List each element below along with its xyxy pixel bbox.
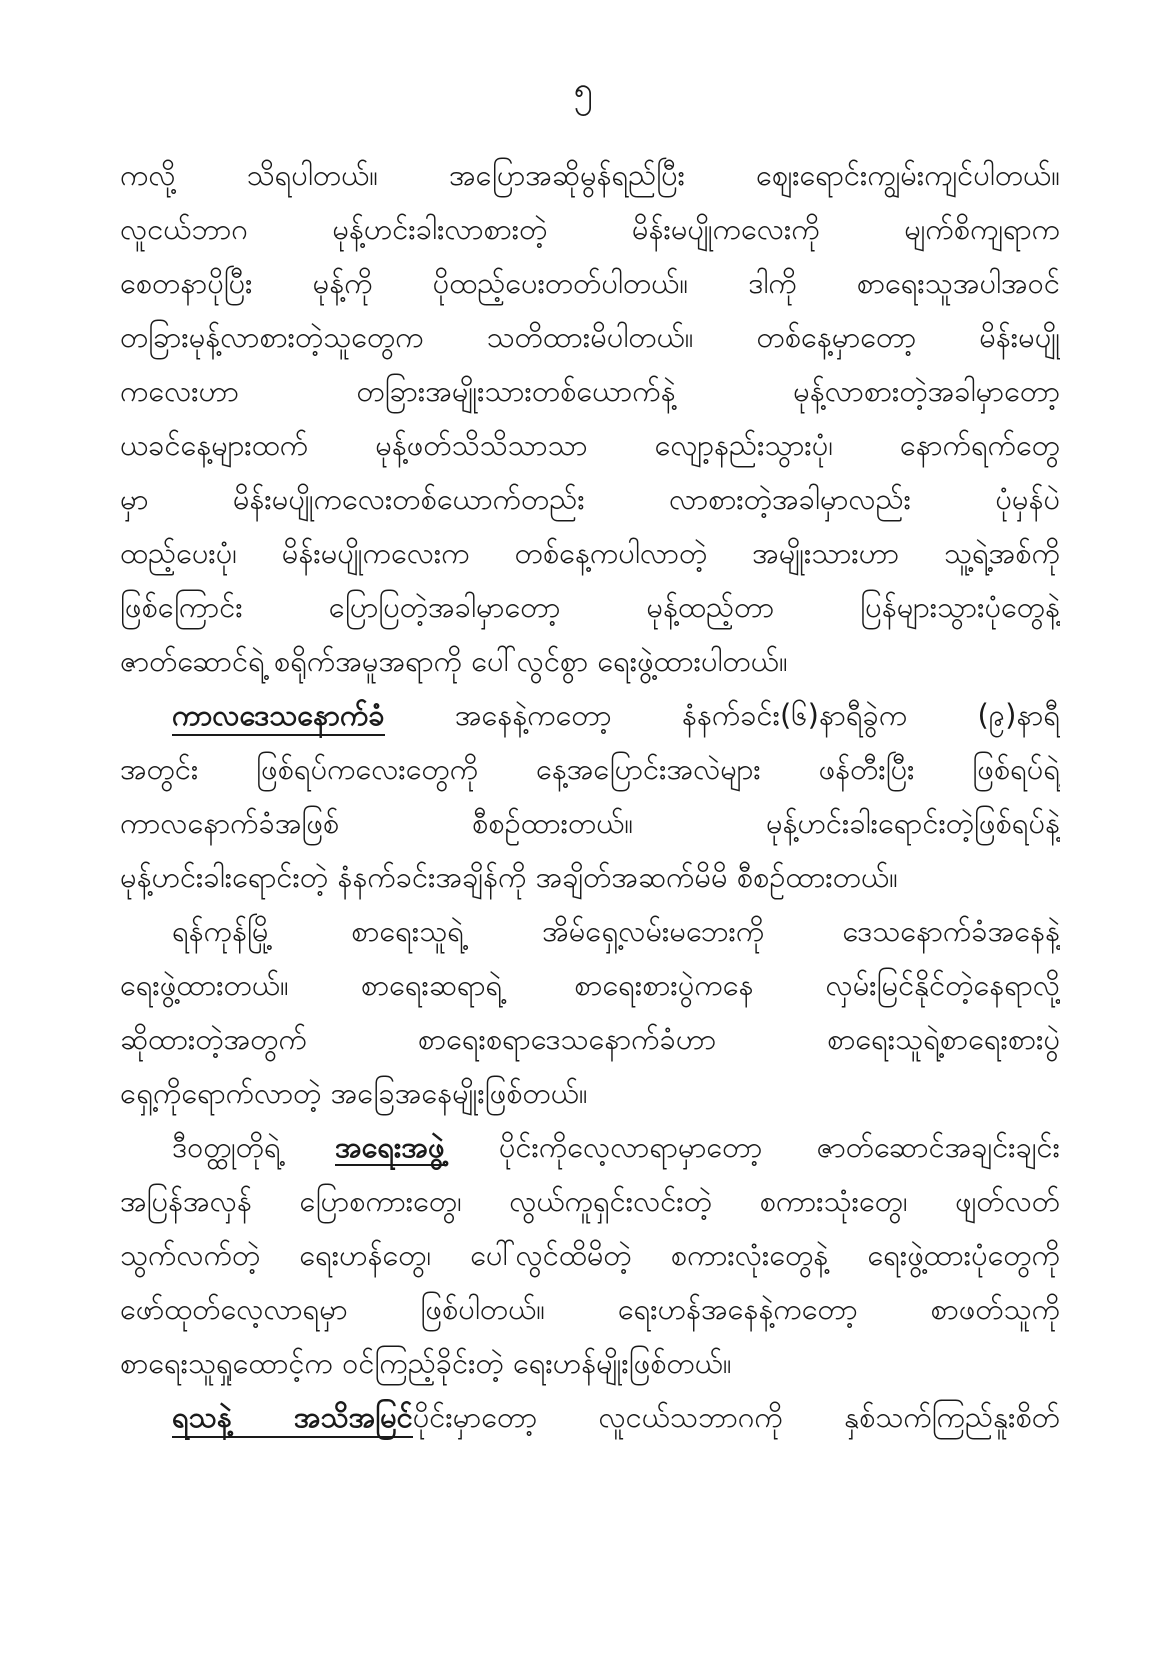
text-line-with-heading [120,688,1060,742]
text-line-with-heading [120,1120,1060,1174]
text-line-rest: ပိုင်းကိုလေ့လာရာမှာတော့ ဇာတ်ဆောင်အချင်းချင်း [444,1130,1060,1164]
text-line: မုန့်ဟင်းခါးရောင်းတဲ့ နံနက်ခင်းအချိန်ကို အချိတ်အဆက်မိမိ စီစဉ်ထားတယ်။ [120,860,898,894]
text-line: ရန်ကုန်မြို့ စာရေးသူရဲ့ အိမ်ရှေ့လမ်းမဘေးကို ဒေသနောက်ခံအနေနဲ့ [172,914,1060,948]
text-line: ကာလနောက်ခံအဖြစ် စီစဉ်ထားတယ်။ မုန့်ဟင်းခါးရောင်းတဲ့ဖြစ်ရပ်နဲ့ [120,806,1060,840]
body-text [120,148,1060,1444]
section-heading: ကာလဒေသနောက်ခံ [172,698,385,736]
text-line: ရေးဖွဲ့ထားတယ်။ စာရေးဆရာရဲ့ စာရေးစားပွဲကနေ လှမ်းမြင်နိုင်တဲ့နေရာလို့ [120,968,1060,1002]
section-heading: အရေးအဖွဲ့ [335,1130,445,1164]
text-line: ထည့်ပေးပုံ၊ မိန်းမပျိုကလေးက တစ်နေ့ကပါလာတဲ့ အမျိုးသားဟာ သူ့ရဲ့အစ်ကို [120,536,1060,570]
text-line-with-heading [120,1390,1060,1444]
text-line: သွက်လက်တဲ့ ရေးဟန်တွေ၊ ပေါ်လွင်ထိမိတဲ့ စကားလုံးတွေနဲ့ ရေးဖွဲ့ထားပုံတွေကို [120,1238,1060,1272]
text-line: မှာ မိန်းမပျိုကလေးတစ်ယောက်တည်း လာစားတဲ့အခါမှာလည်း ပုံမှန်ပဲ [120,482,1060,516]
text-line: ယခင်နေ့များထက် မုန့်ဖတ်သိသိသာသာ လျော့နည်းသွားပုံ၊ နောက်ရက်တွေ [120,428,1060,462]
text-line: ဇာတ်ဆောင်ရဲ့ စရိုက်အမူအရာကို ပေါ်လွင်စွာ ရေးဖွဲ့ထားပါတယ်။ [120,644,788,678]
text-line: စေတနာပိုပြီး မုန့်ကို ပိုထည့်ပေးတတ်ပါတယ်။ ဒါကို စာရေးသူအပါအဝင် [120,266,1060,300]
text-line-lead: ဒီဝတ္ထုတိုရဲ့ [172,1130,336,1164]
text-line: စာရေးသူရှုထောင့်က ဝင်ကြည့်ခိုင်းတဲ့ ရေးဟန်မျိုးဖြစ်တယ်။ [120,1346,732,1380]
text-line: လူငယ်ဘာဂ မုန့်ဟင်းခါးလာစားတဲ့ မိန်းမပျိုကလေးကို မျက်စိကျရာက [120,212,1060,246]
text-line: ဖော်ထုတ်လေ့လာရမှာ ဖြစ်ပါတယ်။ ရေးဟန်အနေနဲ့ကတော့ စာဖတ်သူကို [120,1292,1060,1326]
section-heading: ရသနဲ့ အသိအမြင် [172,1400,413,1438]
text-line: ကလို့ သိရပါတယ်။ အပြောအဆိုမွန်ရည်ပြီး ဈေးရောင်းကျွမ်းကျင်ပါတယ်။ [120,158,1060,192]
text-line-rest: အနေနဲ့ကတော့ နံနက်ခင်း(၆)နာရီခွဲက (၉)နာရီ [384,698,1060,732]
text-line: ဆိုထားတဲ့အတွက် စာရေးစရာဒေသနောက်ခံဟာ စာရေးသူရဲ့စာရေးစားပွဲ [120,1022,1060,1056]
text-line: တခြားမုန့်လာစားတဲ့သူတွေက သတိထားမိပါတယ်။ တစ်နေ့မှာတော့ မိန်းမပျို [120,320,1060,354]
text-line: ကလေးဟာ တခြားအမျိုးသားတစ်ယောက်နဲ့ မုန့်လာစားတဲ့အခါမှာတော့ [120,374,1060,408]
text-line: ရှေ့ကိုရောက်လာတဲ့ အခြေအနေမျိုးဖြစ်တယ်။ [120,1076,588,1110]
text-line-rest: ပိုင်းမှာတော့ လူငယ်သဘာဂကို နှစ်သက်ကြည်နူးစိတ် [412,1400,1060,1434]
text-line: အတွင်း ဖြစ်ရပ်ကလေးတွေကို နေ့အပြောင်းအလဲများ ဖန်တီးပြီး ဖြစ်ရပ်ရဲ့ [120,752,1060,786]
text-line: ဖြစ်ကြောင်း ပြောပြတဲ့အခါမှာတော့ မုန့်ထည့်တာ ပြန်များသွားပုံတွေနဲ့ [120,590,1060,624]
text-line: အပြန်အလှန် ပြောစကားတွေ၊ လွယ်ကူရှင်းလင်းတဲ့ စကားသုံးတွေ၊ ဖျတ်လတ် [120,1184,1060,1218]
page-number: ၅ [573,70,593,110]
